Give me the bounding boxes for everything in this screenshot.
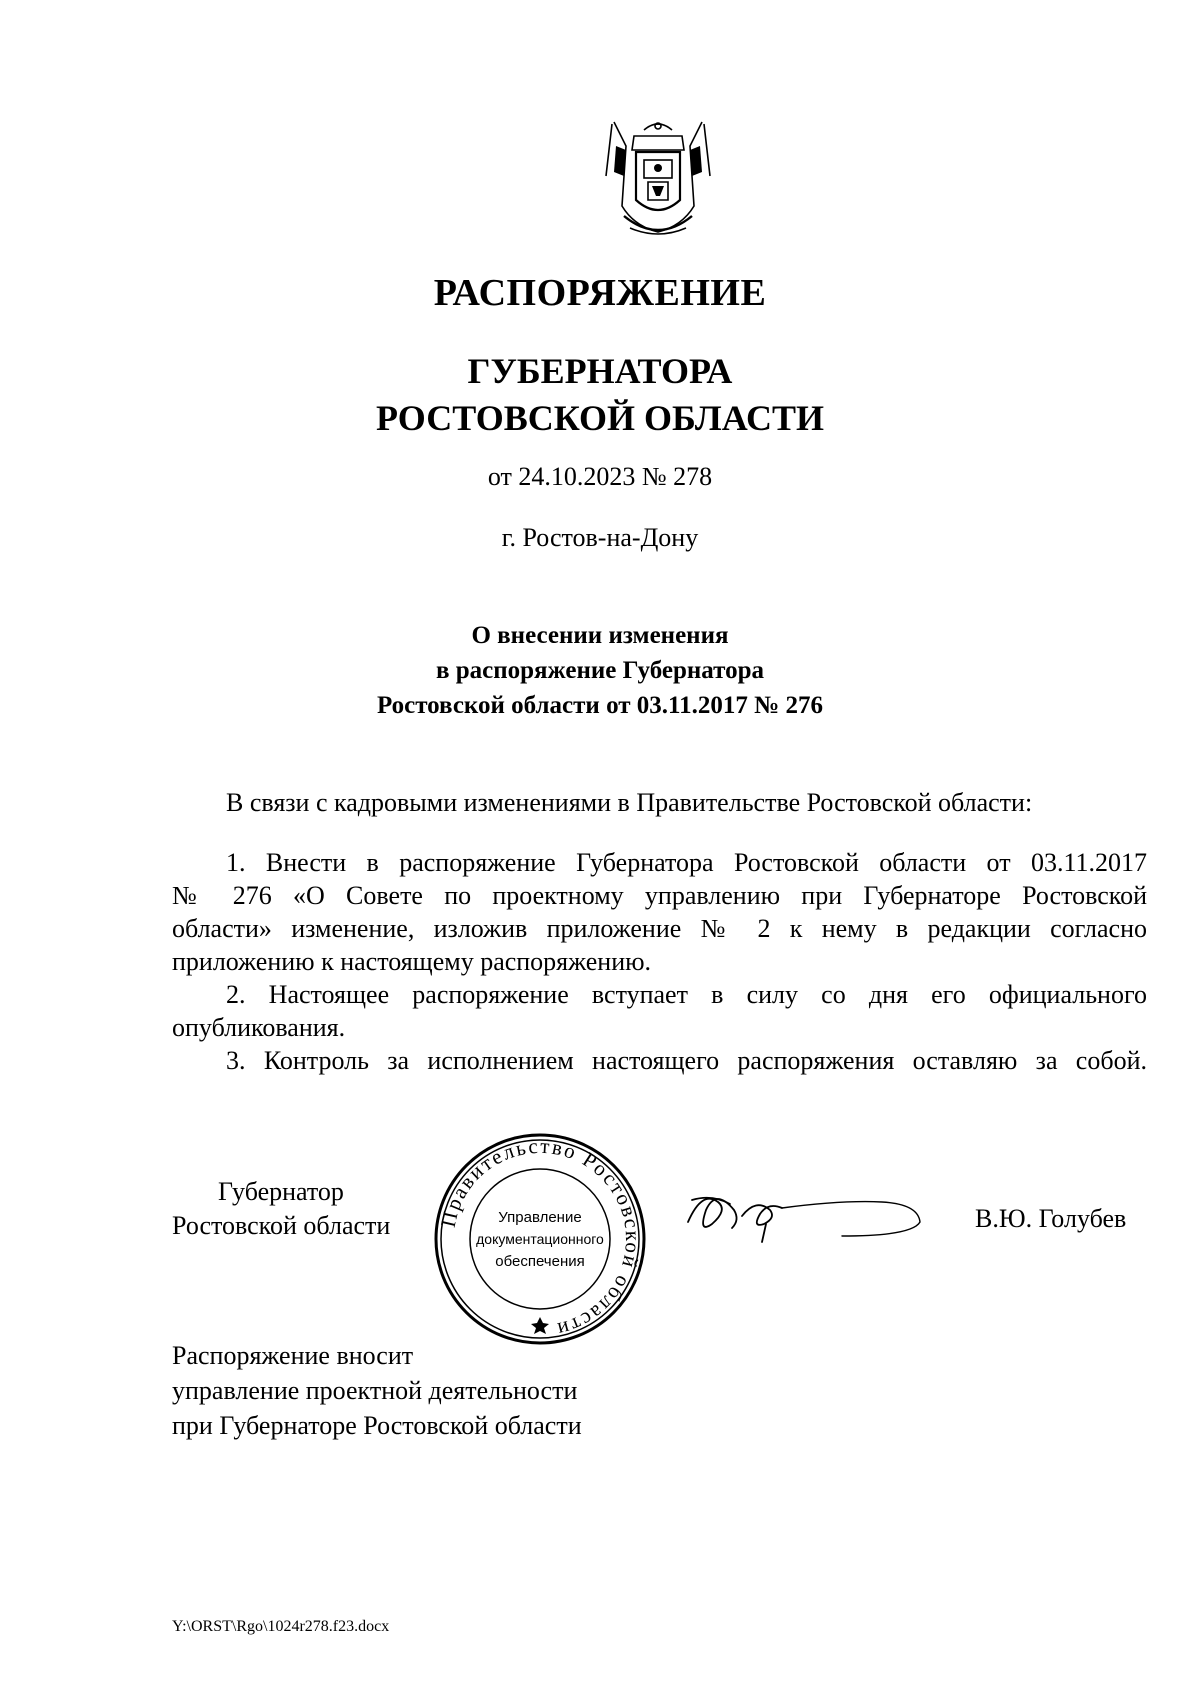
item-2-line: опубликования. xyxy=(172,1013,346,1042)
preamble-paragraph: В связи с кадровыми изменениями в Правительстве Ростовской области: xyxy=(226,788,1033,817)
issue-city: г. Ростов-на-Дону xyxy=(501,523,699,552)
seal-center-line: Управление xyxy=(498,1209,582,1226)
subject-line: О внесении изменения xyxy=(471,622,729,649)
item-3-line: 3. Контроль за исполнением настоящего распоряжения оставляю за собой. xyxy=(226,1046,1147,1075)
file-path-footer: Y:\ORST\Rgo\1024r278.f23.docx xyxy=(172,1618,390,1635)
subject-line: Ростовской области от 03.11.2017 № 276 xyxy=(376,692,824,719)
issuing-authority xyxy=(0,348,1200,442)
authority-line-2: РОСТОВСКОЙ ОБЛАСТИ xyxy=(376,398,824,438)
item-3-paragraph xyxy=(172,1044,1147,1077)
submitted-by-line: Распоряжение вносит xyxy=(172,1341,414,1370)
coat-of-arms-emblem xyxy=(604,116,712,244)
seal-center-line: документационного xyxy=(476,1231,604,1247)
submitted-by-line: при Губернаторе Ростовской области xyxy=(172,1411,582,1440)
document-type-title: РАСПОРЯЖЕНИЕ xyxy=(433,272,767,314)
item-1-line: приложению к настоящему распоряжению. xyxy=(172,947,652,976)
position-line-2: Ростовской области xyxy=(172,1211,391,1240)
item-1-line: области» изменение, изложив приложение № 2 к нему в редакции согласно xyxy=(172,914,1147,943)
item-2-line: 2. Настоящее распоряжение вступает в силу со дня его официального xyxy=(226,980,1147,1009)
authority-line-1: ГУБЕРНАТОРА xyxy=(467,351,733,391)
submitted-by-note xyxy=(172,1338,582,1443)
subject-line: в распоряжение Губернатора xyxy=(435,657,765,684)
item-1-line: № 276 «О Совете по проектному управлению при Губернаторе Ростовской xyxy=(172,881,1147,910)
submitted-by-line: управление проектной деятельности xyxy=(172,1376,578,1405)
position-line-1: Губернатор xyxy=(218,1177,344,1206)
official-seal-stamp xyxy=(432,1131,648,1347)
seal-center-line: обеспечения xyxy=(495,1253,585,1270)
item-2-paragraph xyxy=(172,978,1147,1044)
order-subject xyxy=(0,618,1200,723)
seal-ring-text: Правительство Ростовской области xyxy=(435,1133,646,1343)
order-date-number: от 24.10.2023 № 278 xyxy=(487,462,713,491)
signatory-name: В.Ю. Голубев xyxy=(975,1204,1127,1233)
handwritten-signature xyxy=(682,1180,932,1250)
item-1-paragraph xyxy=(172,846,1147,978)
signatory-position xyxy=(172,1175,390,1243)
item-1-line: 1. Внести в распоряжение Губернатора Ростовской области от 03.11.2017 xyxy=(226,848,1147,877)
